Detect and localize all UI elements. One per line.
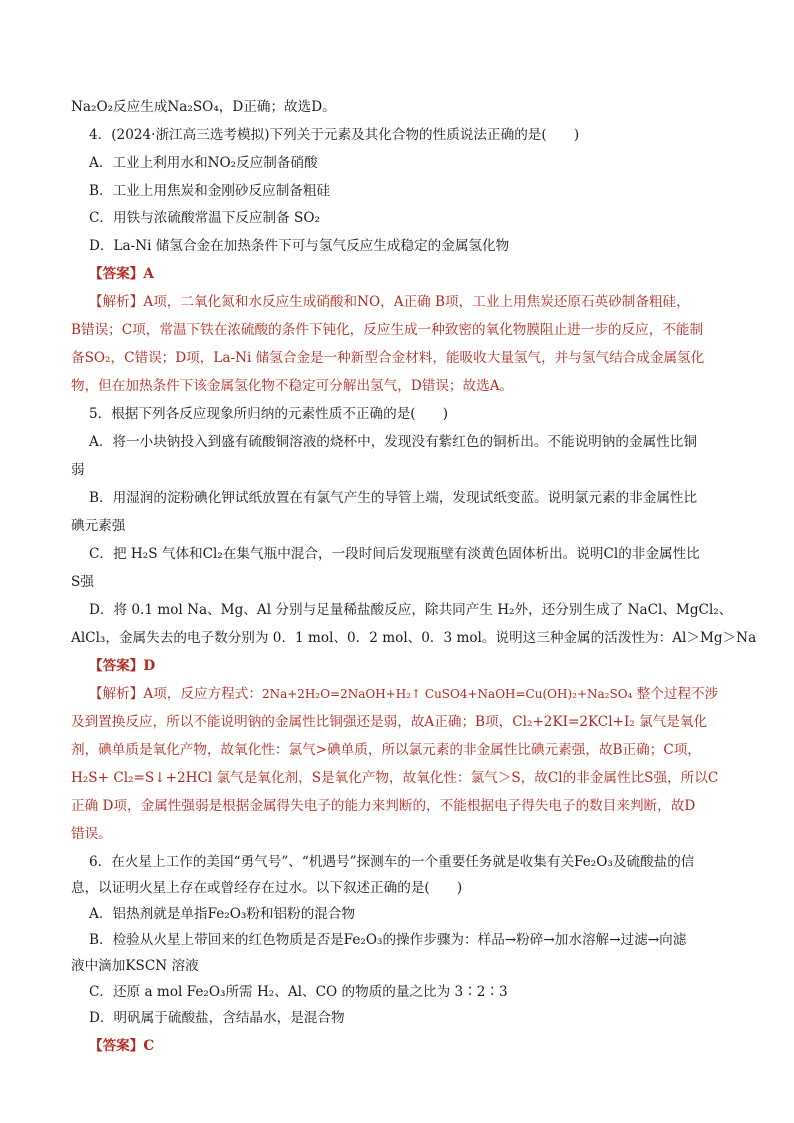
question-4-option-a: A．工业上利用水和NO₂反应制备硝酸 [89,155,318,171]
question-6-option-a: A．铝热剂就是单指Fe₂O₃粉和铝粉的混合物 [89,906,356,922]
question-6-option-b: 液中滴加KSCN 溶液 [71,958,199,974]
question-5-explanation [89,685,718,703]
text-line: Na₂O₂反应生成Na₂SO₄，D正确；故选D。 [71,99,336,115]
question-4-option-d: D．La-Ni 储氢合金在加热条件下可与氢气反应生成稳定的金属氢化物 [89,238,510,254]
question-6-answer: 【答案】C [89,1038,155,1054]
question-4-explanation: 【解析】A项，二氧化氮和水反应生成硝酸和NO，A正确 B项，工业上用焦炭还原石英砂制备粗硅， [89,294,690,310]
question-6-stem: 6．在火星上工作的美国“勇气号”、“机遇号”探测车的一个重要任务就是收集有关Fe₂O₃及硫酸盐的信 [89,854,695,870]
question-6-option-b: B．检验从火星上带回来的红色物质是否是Fe₂O₃的操作步骤为：样品→粉碎→加水溶解→过滤→向滤 [89,932,687,948]
question-5-option-a: A．将一小块钠投入到盛有硫酸铜溶液的烧杯中，发现没有紫红色的铜析出。不能说明钠的金属性比铜 [89,434,697,450]
question-5-option-d: AlCl₃，金属失去的电子数分别为 0．1 mol、0．2 mol、0．3 mol。说明这三种金属的活泼性为：Al＞Mg＞Na [71,630,757,646]
question-5-option-d: D．将 0.1 mol Na、Mg、Al 分别与足量稀盐酸反应，除共同产生 H₂外，还分别生成了 NaCl、MgCl₂、 [89,602,733,618]
question-4-option-c: C．用铁与浓硫酸常温下反应制备 SO₂ [89,210,320,226]
question-4-answer: 【答案】A [89,266,154,282]
explanation-text: 整个过程不涉 [632,686,719,702]
explanation-text: 【解析】A项，反应方程式： [89,686,262,702]
question-4-option-b: B．工业上用焦炭和金刚砂反应制备粗硅 [89,183,331,199]
question-6-option-c: C．还原 a mol Fe₂O₃所需 H₂、Al、CO 的物质的量之比为 3∶2∶3 [89,984,508,1000]
question-5-option-b: B．用湿润的淀粉碘化钾试纸放置在有氯气产生的导管上端，发现试纸变蓝。说明氯元素的非金属性比 [89,490,698,506]
question-4-explanation: 备SO₂，C错误；D项，La-Ni 储氢合金是一种新型合金材料，能吸收大量氢气，并与氢气结合成金属氢化 [71,350,705,366]
question-5-explanation: 及到置换反应，所以不能说明钠的金属性比铜强还是弱，故A正确；B项，Cl₂+2KI=2KCl+I₂ 氯气是氧化 [71,714,708,730]
question-6-option-d: D．明矾属于硫酸盐，含结晶水，是混合物 [89,1010,345,1026]
question-4-explanation: 物，但在加热条件下该金属氢化物不稳定可分解出氢气，D错误；故选A。 [71,378,514,394]
question-5-explanation: 正确 D项，金属性强弱是根据金属得失电子的能力来判断的，不能根据电子得失电子的数目来判断，故D [71,798,696,814]
question-5-option-b: 碘元素强 [71,518,126,534]
question-5-explanation: 剂，碘单质是氧化产物，故氧化性：氯气>碘单质，所以氯元素的非金属性比碘元素强，故B正确；C项， [71,742,701,758]
question-5-explanation: 错误。 [71,826,112,842]
question-5-answer: 【答案】D [89,658,156,674]
question-6-stem: 息，以证明火星上存在或曾经存在过水。以下叙述正确的是( ) [71,880,463,896]
question-5-option-c: S强 [71,574,94,590]
question-5-option-c: C．把 H₂S 气体和Cl₂在集气瓶中混合，一段时间后发现瓶壁有淡黄色固体析出。说明Cl的非金属性比 [89,546,700,562]
question-4-explanation: B错误；C项，常温下铁在浓硫酸的条件下钝化，反应生成一种致密的氧化物膜阻止进一步的反应，不能制 [71,322,704,338]
question-5-explanation: H₂S+ Cl₂=S↓+2HCl 氯气是氧化剂，S是氧化产物，故氧化性：氯气＞S，故Cl的非金属性比S强，所以C [71,770,719,786]
question-5-stem: 5．根据下列各反应现象所归纳的元素性质不正确的是( ) [89,406,449,422]
reaction-equation: 2Na+2H₂O=2NaOH+H₂↑ CuSO4+NaOH=Cu(OH)₂+Na₂SO₄ [261,687,633,701]
question-4-stem: 4．(2024·浙江高三选考模拟)下列关于元素及其化合物的性质说法正确的是( ) [89,127,580,143]
question-5-option-a: 弱 [71,462,85,478]
